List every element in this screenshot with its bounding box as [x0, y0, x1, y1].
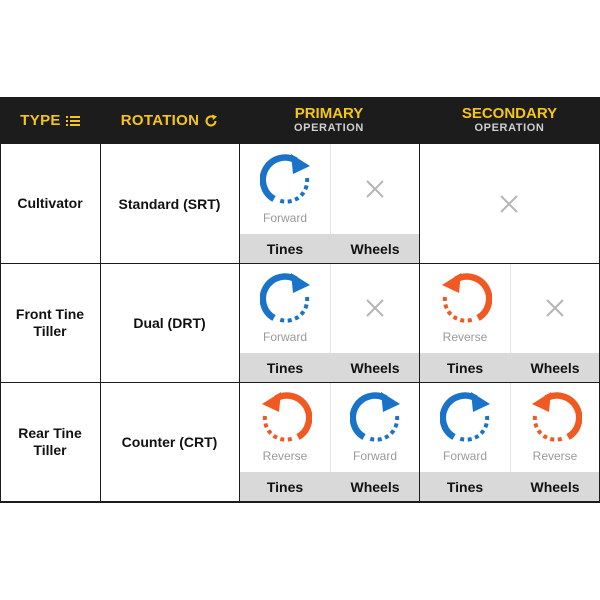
direction-label: Forward — [442, 449, 487, 463]
reverse-rotation-icon — [440, 273, 492, 325]
type-cell: Front Tine Tiller — [15, 305, 85, 339]
x-icon — [499, 194, 519, 214]
table-row — [0, 382, 600, 501]
x-icon — [365, 298, 385, 318]
tines-footer-label: Tines — [240, 353, 330, 382]
rotation-cell: Counter (CRT) — [121, 433, 218, 450]
table-header — [0, 97, 600, 144]
table-bottom-border — [0, 501, 600, 502]
header-primary-subtitle: OPERATION — [294, 122, 364, 134]
tines-footer-label: Tines — [420, 353, 510, 382]
primary-wheels-cell — [330, 263, 420, 353]
inner-divider — [510, 382, 511, 472]
wheels-footer-label: Wheels — [510, 472, 600, 501]
wheels-footer-label: Wheels — [330, 353, 420, 382]
rotation-cell: Standard (SRT) — [118, 195, 221, 212]
inner-divider — [330, 263, 331, 353]
direction-label: Forward — [352, 449, 397, 463]
header-secondary-title: SECONDARY — [461, 105, 558, 122]
list-icon — [66, 114, 80, 128]
header-primary — [239, 97, 419, 144]
type-cell: Cultivator — [17, 195, 83, 211]
rotation-cell: Dual (DRT) — [133, 314, 206, 331]
forward-rotation-icon — [260, 273, 312, 325]
tiller-rotation-table — [0, 97, 600, 503]
primary-wheels-cell — [330, 382, 420, 472]
tines-footer-label: Tines — [420, 472, 510, 501]
table-row — [0, 144, 600, 263]
inner-divider — [510, 263, 511, 353]
primary-tines-cell — [240, 382, 330, 472]
column-divider — [0, 144, 1, 502]
wheels-footer-label: Wheels — [510, 353, 600, 382]
reverse-rotation-icon — [530, 392, 582, 444]
header-type-label: TYPE — [20, 112, 61, 129]
type-cell: Rear Tine Tiller — [18, 424, 82, 458]
primary-tines-cell — [240, 263, 330, 353]
header-secondary — [419, 97, 600, 144]
column-divider — [100, 144, 101, 502]
wheels-footer-label: Wheels — [330, 234, 420, 263]
x-icon — [545, 298, 565, 318]
secondary-tines-cell — [420, 263, 510, 353]
secondary-wheels-cell — [510, 263, 600, 353]
forward-rotation-icon — [350, 392, 402, 444]
row-divider — [0, 502, 600, 503]
column-divider — [239, 144, 240, 502]
direction-label: Forward — [262, 330, 307, 344]
primary-tines-cell — [240, 144, 330, 234]
column-divider — [419, 144, 420, 502]
row-divider — [0, 263, 600, 264]
header-rotation-label: ROTATION — [120, 112, 200, 129]
row-divider — [0, 143, 600, 144]
header-primary-title: PRIMARY — [294, 105, 364, 122]
refresh-icon — [204, 114, 218, 128]
secondary-none-cell — [419, 144, 600, 263]
direction-label: Reverse — [532, 449, 578, 463]
primary-wheels-cell — [330, 144, 420, 234]
tines-footer-label: Tines — [240, 234, 330, 263]
forward-rotation-icon — [260, 154, 312, 206]
header-rotation — [100, 97, 239, 144]
table-row — [0, 263, 600, 382]
inner-divider — [330, 144, 331, 234]
secondary-wheels-cell — [510, 382, 600, 472]
secondary-tines-cell — [420, 382, 510, 472]
direction-label: Reverse — [262, 449, 308, 463]
wheels-footer-label: Wheels — [330, 472, 420, 501]
header-secondary-subtitle: OPERATION — [474, 122, 545, 134]
direction-label: Reverse — [442, 330, 488, 344]
inner-divider — [330, 382, 331, 472]
reverse-rotation-icon — [260, 392, 312, 444]
x-icon — [365, 179, 385, 199]
row-divider — [0, 382, 600, 383]
header-type — [0, 97, 100, 144]
forward-rotation-icon — [440, 392, 492, 444]
tines-footer-label: Tines — [240, 472, 330, 501]
direction-label: Forward — [262, 211, 307, 225]
